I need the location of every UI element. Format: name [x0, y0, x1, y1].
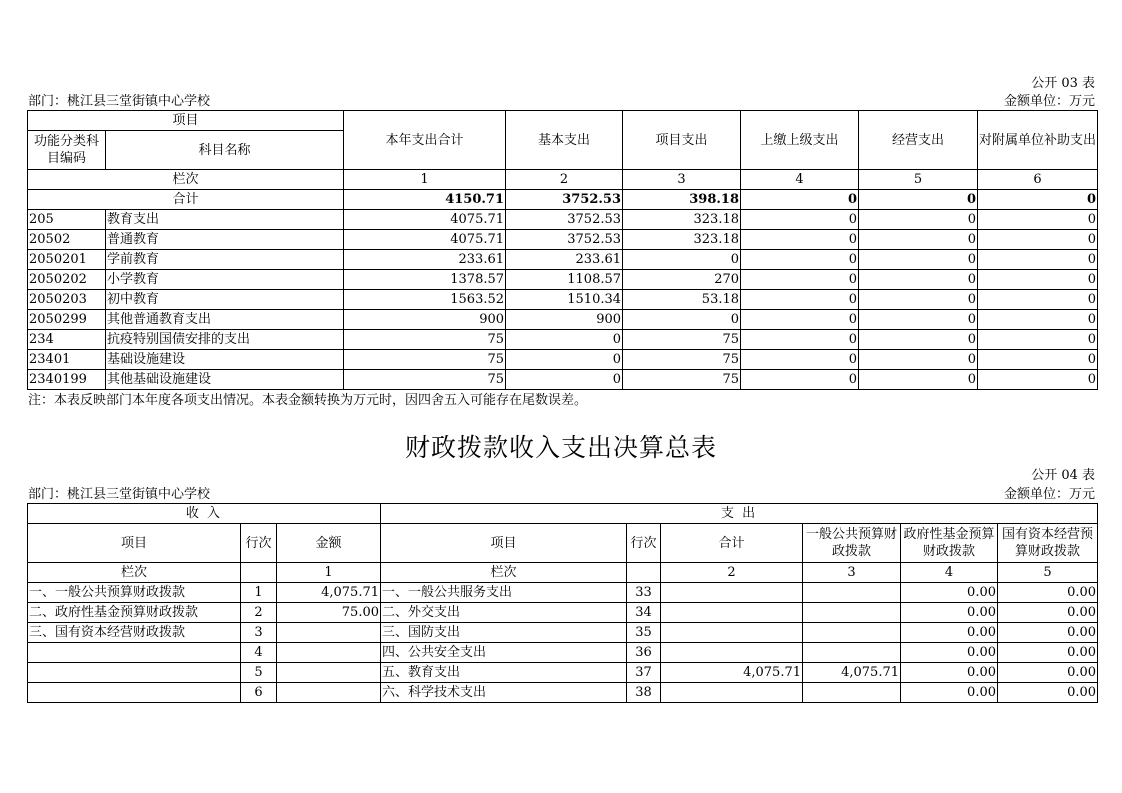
state-capital-amount: 0.00 — [998, 603, 1098, 623]
amount-cell: 0 — [741, 210, 859, 230]
state-capital-amount: 0.00 — [998, 623, 1098, 643]
lanci-num: 5 — [998, 563, 1098, 583]
subject-name-header: 科目名称 — [106, 131, 344, 170]
department-label: 部门：桃江县三堂街镇中心学校 — [28, 94, 211, 109]
general-budget-amount — [803, 683, 901, 703]
expense-total: 4,075.71 — [661, 663, 803, 683]
amount-cell: 0 — [741, 310, 859, 330]
amount-cell: 0 — [859, 370, 978, 390]
income-amount: 75.00 — [277, 603, 381, 623]
table-code-03: 公开 03 表 — [1031, 76, 1095, 91]
amount-cell: 0 — [741, 230, 859, 250]
amount-cell: 0 — [623, 310, 741, 330]
page-title: 财政拨款收入支出决算总表 — [404, 433, 717, 462]
table-row — [28, 310, 1098, 330]
amount-cell: 1563.52 — [344, 290, 506, 310]
header-row — [28, 524, 1098, 563]
fund-budget-amount: 0.00 — [901, 583, 998, 603]
amount-cell: 1510.34 — [506, 290, 623, 310]
state-capital-amount: 0.00 — [998, 663, 1098, 683]
func-code-header: 功能分类科目编码 — [28, 131, 106, 170]
col-header: 项目支出 — [623, 111, 741, 170]
state-capital-amount: 0.00 — [998, 643, 1098, 663]
amount-cell: 0 — [978, 290, 1098, 310]
income-rowno: 1 — [241, 583, 277, 603]
amount-cell: 1378.57 — [344, 270, 506, 290]
table-row — [28, 683, 1098, 703]
income-rowno: 2 — [241, 603, 277, 623]
col-header: 经营支出 — [859, 111, 978, 170]
table-row — [28, 603, 1098, 623]
unit-label: 金额单位：万元 — [1003, 487, 1095, 502]
amount-cell: 53.18 — [623, 290, 741, 310]
amount-cell: 3752.53 — [506, 210, 623, 230]
expense-total — [661, 643, 803, 663]
income-item — [28, 663, 241, 683]
table-row — [28, 330, 1098, 350]
amount-cell: 75 — [623, 350, 741, 370]
table-code-04: 公开 04 表 — [1031, 468, 1095, 483]
fund-budget-amount: 0.00 — [901, 643, 998, 663]
lanci-num: 1 — [344, 170, 506, 190]
income-rowno: 4 — [241, 643, 277, 663]
table-note: 注：本表反映部门本年度各项支出情况。本表金额转换为万元时，因四舍五入可能存在尾数误差。 — [28, 393, 588, 408]
subject-code: 23401 — [28, 350, 106, 370]
subject-name: 普通教育 — [106, 230, 344, 250]
expense-total — [661, 683, 803, 703]
amount-cell: 0 — [859, 330, 978, 350]
lanci-row — [28, 170, 1098, 190]
expense-header: 支 出 — [381, 504, 1098, 524]
lanci-num: 6 — [978, 170, 1098, 190]
income-item — [28, 643, 241, 663]
amount-cell: 0 — [978, 310, 1098, 330]
expense-rowno: 35 — [627, 623, 661, 643]
amount-cell: 0 — [978, 230, 1098, 250]
fund-budget-amount: 0.00 — [901, 663, 998, 683]
table-row — [28, 643, 1098, 663]
department-label: 部门：桃江县三堂街镇中心学校 — [28, 487, 211, 502]
amount-cell: 0 — [506, 350, 623, 370]
amount-cell: 0 — [978, 210, 1098, 230]
lanci-label: 栏次 — [28, 170, 344, 190]
lanci-num: 3 — [623, 170, 741, 190]
col-header: 对附属单位补助支出 — [978, 111, 1098, 170]
general-budget-amount — [803, 603, 901, 623]
income-item: 一、一般公共预算财政拨款 — [28, 583, 241, 603]
amount-cell: 0 — [978, 370, 1098, 390]
expense-item: 三、国防支出 — [381, 623, 627, 643]
lanci-num: 1 — [277, 563, 381, 583]
lanci-row — [28, 563, 1098, 583]
amount-cell: 1108.57 — [506, 270, 623, 290]
subject-name: 初中教育 — [106, 290, 344, 310]
income-amount — [277, 683, 381, 703]
income-amount: 4,075.71 — [277, 583, 381, 603]
table-row — [28, 210, 1098, 230]
col-header: 上缴上级支出 — [741, 111, 859, 170]
total-value: 4150.71 — [344, 190, 506, 210]
fund-budget-amount: 0.00 — [901, 603, 998, 623]
table-row — [28, 230, 1098, 250]
amount-cell: 0 — [978, 330, 1098, 350]
fund-budget-header: 政府性基金预算财政拨款 — [901, 524, 998, 563]
income-amount — [277, 663, 381, 683]
expense-rowno: 38 — [627, 683, 661, 703]
amount-cell: 75 — [344, 350, 506, 370]
subject-code: 2340199 — [28, 370, 106, 390]
lanci-num: 2 — [506, 170, 623, 190]
rowno-header: 行次 — [241, 524, 277, 563]
amount-cell: 0 — [859, 250, 978, 270]
amount-cell: 4075.71 — [344, 210, 506, 230]
subject-name: 教育支出 — [106, 210, 344, 230]
subject-name: 抗疫特别国债安排的支出 — [106, 330, 344, 350]
expense-rowno: 36 — [627, 643, 661, 663]
rowno-header: 行次 — [627, 524, 661, 563]
amount-cell: 0 — [859, 210, 978, 230]
subject-name: 小学教育 — [106, 270, 344, 290]
fund-budget-amount: 0.00 — [901, 623, 998, 643]
subject-name: 其他基础设施建设 — [106, 370, 344, 390]
subject-name: 其他普通教育支出 — [106, 310, 344, 330]
expense-total — [661, 623, 803, 643]
lanci-num: 3 — [803, 563, 901, 583]
amount-cell: 323.18 — [623, 230, 741, 250]
empty-cell — [241, 563, 277, 583]
expense-total — [661, 583, 803, 603]
amount-cell: 0 — [741, 330, 859, 350]
amount-cell: 0 — [859, 290, 978, 310]
amount-cell: 900 — [344, 310, 506, 330]
amount-cell: 3752.53 — [506, 230, 623, 250]
subject-name: 基础设施建设 — [106, 350, 344, 370]
item-header: 项目 — [28, 524, 241, 563]
subject-name: 学前教育 — [106, 250, 344, 270]
income-rowno: 5 — [241, 663, 277, 683]
income-item — [28, 683, 241, 703]
total-value: 0 — [859, 190, 978, 210]
amount-cell: 0 — [741, 250, 859, 270]
income-rowno: 3 — [241, 623, 277, 643]
general-budget-amount — [803, 583, 901, 603]
item-header: 项目 — [381, 524, 627, 563]
subject-code: 234 — [28, 330, 106, 350]
subject-code: 2050202 — [28, 270, 106, 290]
amount-cell: 0 — [741, 370, 859, 390]
amount-cell: 75 — [344, 330, 506, 350]
amount-cell: 0 — [623, 250, 741, 270]
subject-code: 20502 — [28, 230, 106, 250]
amount-cell: 0 — [741, 270, 859, 290]
expense-rowno: 34 — [627, 603, 661, 623]
expense-item: 二、外交支出 — [381, 603, 627, 623]
lanci-label: 栏次 — [381, 563, 627, 583]
general-budget-header: 一般公共预算财政拨款 — [803, 524, 901, 563]
total-value: 0 — [741, 190, 859, 210]
fiscal-summary-table — [27, 503, 1098, 703]
amount-cell: 233.61 — [344, 250, 506, 270]
lanci-num: 4 — [741, 170, 859, 190]
header-row — [28, 504, 1098, 524]
subject-code: 2050201 — [28, 250, 106, 270]
amount-cell: 75 — [623, 330, 741, 350]
amount-cell: 0 — [859, 270, 978, 290]
total-row — [28, 190, 1098, 210]
amount-cell: 0 — [506, 330, 623, 350]
amount-cell: 0 — [859, 230, 978, 250]
state-capital-amount: 0.00 — [998, 583, 1098, 603]
col-header: 基本支出 — [506, 111, 623, 170]
state-capital-header: 国有资本经营预算财政拨款 — [998, 524, 1098, 563]
expense-rowno: 37 — [627, 663, 661, 683]
empty-cell — [627, 563, 661, 583]
amount-cell: 0 — [741, 290, 859, 310]
table-row — [28, 583, 1098, 603]
amount-cell: 0 — [978, 250, 1098, 270]
expense-item: 五、教育支出 — [381, 663, 627, 683]
income-header: 收 入 — [28, 504, 381, 524]
general-budget-amount: 4,075.71 — [803, 663, 901, 683]
lanci-label: 栏次 — [28, 563, 241, 583]
total-value: 3752.53 — [506, 190, 623, 210]
amount-cell: 0 — [506, 370, 623, 390]
subject-code: 205 — [28, 210, 106, 230]
income-rowno: 6 — [241, 683, 277, 703]
subject-code: 2050203 — [28, 290, 106, 310]
total-label: 合计 — [28, 190, 344, 210]
expense-item: 四、公共安全支出 — [381, 643, 627, 663]
amount-header: 金额 — [277, 524, 381, 563]
unit-label: 金额单位：万元 — [1003, 94, 1095, 109]
table-row — [28, 663, 1098, 683]
table-row — [28, 250, 1098, 270]
state-capital-amount: 0.00 — [998, 683, 1098, 703]
amount-cell: 233.61 — [506, 250, 623, 270]
amount-cell: 0 — [859, 310, 978, 330]
amount-cell: 0 — [859, 350, 978, 370]
table-row — [28, 270, 1098, 290]
table-row — [28, 370, 1098, 390]
amount-cell: 75 — [344, 370, 506, 390]
table-row — [28, 623, 1098, 643]
subject-code: 2050299 — [28, 310, 106, 330]
table-row — [28, 350, 1098, 370]
amount-cell: 0 — [978, 350, 1098, 370]
lanci-num: 4 — [901, 563, 998, 583]
total-header: 合计 — [661, 524, 803, 563]
project-header: 项目 — [28, 111, 344, 131]
amount-cell: 4075.71 — [344, 230, 506, 250]
expense-total — [661, 603, 803, 623]
amount-cell: 0 — [978, 270, 1098, 290]
fund-budget-amount: 0.00 — [901, 683, 998, 703]
income-amount — [277, 623, 381, 643]
lanci-num: 2 — [661, 563, 803, 583]
amount-cell: 270 — [623, 270, 741, 290]
expense-table — [27, 110, 1098, 390]
expense-item: 一、一般公共服务支出 — [381, 583, 627, 603]
amount-cell: 900 — [506, 310, 623, 330]
expense-item: 六、科学技术支出 — [381, 683, 627, 703]
general-budget-amount — [803, 623, 901, 643]
income-item: 二、政府性基金预算财政拨款 — [28, 603, 241, 623]
amount-cell: 0 — [741, 350, 859, 370]
header-row — [28, 111, 1098, 131]
lanci-num: 5 — [859, 170, 978, 190]
expense-rowno: 33 — [627, 583, 661, 603]
total-value: 0 — [978, 190, 1098, 210]
income-amount — [277, 643, 381, 663]
amount-cell: 75 — [623, 370, 741, 390]
table-row — [28, 290, 1098, 310]
total-value: 398.18 — [623, 190, 741, 210]
col-header: 本年支出合计 — [344, 111, 506, 170]
general-budget-amount — [803, 643, 901, 663]
income-item: 三、国有资本经营财政拨款 — [28, 623, 241, 643]
amount-cell: 323.18 — [623, 210, 741, 230]
